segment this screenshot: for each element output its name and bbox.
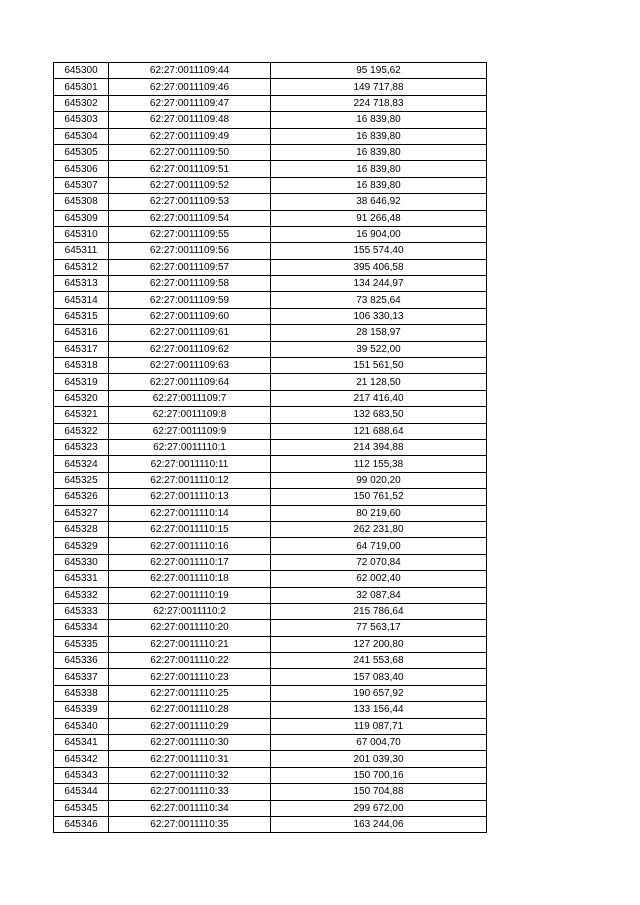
table-row	[54, 554, 487, 570]
cadastral-number-cell: 62:27:0011109:56	[109, 243, 271, 259]
table-row	[54, 571, 487, 587]
cadastral-number-cell: 62:27:0011110:1	[109, 439, 271, 455]
value-cell: 16 839,80	[271, 112, 487, 128]
row-number-cell: 645306	[54, 161, 109, 177]
cadastral-number-cell: 62:27:0011110:17	[109, 554, 271, 570]
cadastral-number-cell: 62:27:0011109:48	[109, 112, 271, 128]
cadastral-number-cell: 62:27:0011109:8	[109, 407, 271, 423]
value-cell: 190 657,92	[271, 685, 487, 701]
row-number-cell: 645316	[54, 325, 109, 341]
value-cell: 262 231,80	[271, 521, 487, 537]
value-cell: 28 158,97	[271, 325, 487, 341]
row-number-cell: 645340	[54, 718, 109, 734]
table-row	[54, 735, 487, 751]
table-row	[54, 194, 487, 210]
cadastral-number-cell: 62:27:0011109:51	[109, 161, 271, 177]
table-row	[54, 800, 487, 816]
row-number-cell: 645317	[54, 341, 109, 357]
table-row	[54, 439, 487, 455]
value-cell: 112 155,38	[271, 456, 487, 472]
row-number-cell: 645313	[54, 276, 109, 292]
table-row	[54, 112, 487, 128]
cadastral-number-cell: 62:27:0011110:32	[109, 767, 271, 783]
cadastral-number-cell: 62:27:0011110:22	[109, 653, 271, 669]
row-number-cell: 645302	[54, 95, 109, 111]
row-number-cell: 645300	[54, 63, 109, 79]
cadastral-number-cell: 62:27:0011109:53	[109, 194, 271, 210]
row-number-cell: 645314	[54, 292, 109, 308]
cadastral-number-cell: 62:27:0011109:49	[109, 128, 271, 144]
table-row	[54, 587, 487, 603]
value-cell: 77 563,17	[271, 620, 487, 636]
row-number-cell: 645343	[54, 767, 109, 783]
value-cell: 67 004,70	[271, 735, 487, 751]
value-cell: 121 688,64	[271, 423, 487, 439]
cadastral-number-cell: 62:27:0011110:21	[109, 636, 271, 652]
table-row	[54, 472, 487, 488]
row-number-cell: 645335	[54, 636, 109, 652]
row-number-cell: 645304	[54, 128, 109, 144]
value-cell: 215 786,64	[271, 603, 487, 619]
table-row	[54, 325, 487, 341]
cadastral-number-cell: 62:27:0011109:9	[109, 423, 271, 439]
value-cell: 134 244,97	[271, 276, 487, 292]
row-number-cell: 645339	[54, 702, 109, 718]
cadastral-number-cell: 62:27:0011109:57	[109, 259, 271, 275]
cadastral-number-cell: 62:27:0011110:11	[109, 456, 271, 472]
table-row	[54, 538, 487, 554]
row-number-cell: 645344	[54, 784, 109, 800]
cadastral-number-cell: 62:27:0011109:46	[109, 79, 271, 95]
row-number-cell: 645321	[54, 407, 109, 423]
row-number-cell: 645341	[54, 735, 109, 751]
table-row	[54, 816, 487, 832]
row-number-cell: 645312	[54, 259, 109, 275]
table-row	[54, 653, 487, 669]
table-row	[54, 259, 487, 275]
cadastral-number-cell: 62:27:0011110:2	[109, 603, 271, 619]
table-row	[54, 161, 487, 177]
table-row	[54, 276, 487, 292]
cadastral-number-cell: 62:27:0011109:62	[109, 341, 271, 357]
cadastral-number-cell: 62:27:0011110:13	[109, 489, 271, 505]
cadastral-number-cell: 62:27:0011109:47	[109, 95, 271, 111]
table-row	[54, 63, 487, 79]
table-row	[54, 358, 487, 374]
row-number-cell: 645327	[54, 505, 109, 521]
row-number-cell: 645309	[54, 210, 109, 226]
value-cell: 95 195,62	[271, 63, 487, 79]
cadastral-number-cell: 62:27:0011109:44	[109, 63, 271, 79]
value-cell: 163 244,06	[271, 816, 487, 832]
table-row	[54, 505, 487, 521]
cadastral-number-cell: 62:27:0011109:52	[109, 177, 271, 193]
table-row	[54, 128, 487, 144]
row-number-cell: 645324	[54, 456, 109, 472]
table-row	[54, 226, 487, 242]
value-cell: 150 700,16	[271, 767, 487, 783]
cadastral-number-cell: 62:27:0011110:35	[109, 816, 271, 832]
row-number-cell: 645346	[54, 816, 109, 832]
value-cell: 217 416,40	[271, 390, 487, 406]
table-row	[54, 636, 487, 652]
row-number-cell: 645338	[54, 685, 109, 701]
row-number-cell: 645320	[54, 390, 109, 406]
value-cell: 62 002,40	[271, 571, 487, 587]
table-body	[54, 63, 487, 833]
value-cell: 150 761,52	[271, 489, 487, 505]
row-number-cell: 645328	[54, 521, 109, 537]
value-cell: 99 020,20	[271, 472, 487, 488]
cadastral-number-cell: 62:27:0011110:20	[109, 620, 271, 636]
table-row	[54, 243, 487, 259]
value-cell: 72 070,84	[271, 554, 487, 570]
row-number-cell: 645308	[54, 194, 109, 210]
row-number-cell: 645322	[54, 423, 109, 439]
cadastral-number-cell: 62:27:0011110:25	[109, 685, 271, 701]
table-row	[54, 702, 487, 718]
table-row	[54, 718, 487, 734]
cadastral-number-cell: 62:27:0011110:23	[109, 669, 271, 685]
table-row	[54, 79, 487, 95]
row-number-cell: 645301	[54, 79, 109, 95]
cadastral-number-cell: 62:27:0011110:31	[109, 751, 271, 767]
cadastral-number-cell: 62:27:0011109:55	[109, 226, 271, 242]
row-number-cell: 645331	[54, 571, 109, 587]
table-row	[54, 603, 487, 619]
row-number-cell: 645310	[54, 226, 109, 242]
value-cell: 127 200,80	[271, 636, 487, 652]
cadastral-number-cell: 62:27:0011110:15	[109, 521, 271, 537]
row-number-cell: 645342	[54, 751, 109, 767]
table-row	[54, 177, 487, 193]
row-number-cell: 645345	[54, 800, 109, 816]
row-number-cell: 645307	[54, 177, 109, 193]
value-cell: 16 839,80	[271, 128, 487, 144]
cadastral-number-cell: 62:27:0011109:58	[109, 276, 271, 292]
row-number-cell: 645323	[54, 439, 109, 455]
cadastral-number-cell: 62:27:0011110:12	[109, 472, 271, 488]
value-cell: 157 083,40	[271, 669, 487, 685]
cadastral-number-cell: 62:27:0011109:54	[109, 210, 271, 226]
row-number-cell: 645303	[54, 112, 109, 128]
cadastral-number-cell: 62:27:0011110:29	[109, 718, 271, 734]
row-number-cell: 645315	[54, 308, 109, 324]
cadastral-number-cell: 62:27:0011109:50	[109, 144, 271, 160]
value-cell: 16 904,00	[271, 226, 487, 242]
table-row	[54, 210, 487, 226]
table-row	[54, 767, 487, 783]
value-cell: 151 561,50	[271, 358, 487, 374]
cadastral-number-cell: 62:27:0011109:63	[109, 358, 271, 374]
cadastral-number-cell: 62:27:0011109:60	[109, 308, 271, 324]
row-number-cell: 645319	[54, 374, 109, 390]
row-number-cell: 645330	[54, 554, 109, 570]
table-row	[54, 521, 487, 537]
value-cell: 149 717,88	[271, 79, 487, 95]
cadastral-number-cell: 62:27:0011109:61	[109, 325, 271, 341]
row-number-cell: 645326	[54, 489, 109, 505]
cadastral-number-cell: 62:27:0011109:59	[109, 292, 271, 308]
row-number-cell: 645311	[54, 243, 109, 259]
value-cell: 201 039,30	[271, 751, 487, 767]
value-cell: 91 266,48	[271, 210, 487, 226]
value-cell: 299 672,00	[271, 800, 487, 816]
table-row	[54, 784, 487, 800]
table-row	[54, 489, 487, 505]
row-number-cell: 645318	[54, 358, 109, 374]
cadastral-number-cell: 62:27:0011110:14	[109, 505, 271, 521]
value-cell: 73 825,64	[271, 292, 487, 308]
table-row	[54, 685, 487, 701]
table-row	[54, 374, 487, 390]
row-number-cell: 645333	[54, 603, 109, 619]
value-cell: 395 406,58	[271, 259, 487, 275]
cadastral-number-cell: 62:27:0011110:19	[109, 587, 271, 603]
value-cell: 132 683,50	[271, 407, 487, 423]
table-row	[54, 292, 487, 308]
cadastral-number-cell: 62:27:0011109:7	[109, 390, 271, 406]
table-row	[54, 95, 487, 111]
table-row	[54, 423, 487, 439]
row-number-cell: 645305	[54, 144, 109, 160]
table-row	[54, 751, 487, 767]
value-cell: 21 128,50	[271, 374, 487, 390]
cadastral-number-cell: 62:27:0011110:34	[109, 800, 271, 816]
table-row	[54, 669, 487, 685]
value-cell: 39 522,00	[271, 341, 487, 357]
row-number-cell: 645332	[54, 587, 109, 603]
value-cell: 133 156,44	[271, 702, 487, 718]
value-cell: 224 718,83	[271, 95, 487, 111]
row-number-cell: 645336	[54, 653, 109, 669]
row-number-cell: 645329	[54, 538, 109, 554]
value-cell: 150 704,88	[271, 784, 487, 800]
cadastral-number-cell: 62:27:0011110:16	[109, 538, 271, 554]
value-cell: 214 394,88	[271, 439, 487, 455]
row-number-cell: 645325	[54, 472, 109, 488]
value-cell: 119 087,71	[271, 718, 487, 734]
cadastral-number-cell: 62:27:0011109:64	[109, 374, 271, 390]
cadastral-number-cell: 62:27:0011110:30	[109, 735, 271, 751]
value-cell: 241 553,68	[271, 653, 487, 669]
table-row	[54, 308, 487, 324]
row-number-cell: 645337	[54, 669, 109, 685]
value-cell: 80 219,60	[271, 505, 487, 521]
value-cell: 38 646,92	[271, 194, 487, 210]
table-row	[54, 407, 487, 423]
value-cell: 106 330,13	[271, 308, 487, 324]
value-cell: 155 574,40	[271, 243, 487, 259]
value-cell: 16 839,80	[271, 177, 487, 193]
value-cell: 32 087,84	[271, 587, 487, 603]
value-cell: 64 719,00	[271, 538, 487, 554]
cadastral-number-cell: 62:27:0011110:18	[109, 571, 271, 587]
row-number-cell: 645334	[54, 620, 109, 636]
table-row	[54, 341, 487, 357]
table-row	[54, 144, 487, 160]
value-cell: 16 839,80	[271, 161, 487, 177]
data-table	[53, 62, 487, 833]
table-row	[54, 456, 487, 472]
cadastral-number-cell: 62:27:0011110:28	[109, 702, 271, 718]
table-row	[54, 390, 487, 406]
cadastral-number-cell: 62:27:0011110:33	[109, 784, 271, 800]
table-row	[54, 620, 487, 636]
value-cell: 16 839,80	[271, 144, 487, 160]
